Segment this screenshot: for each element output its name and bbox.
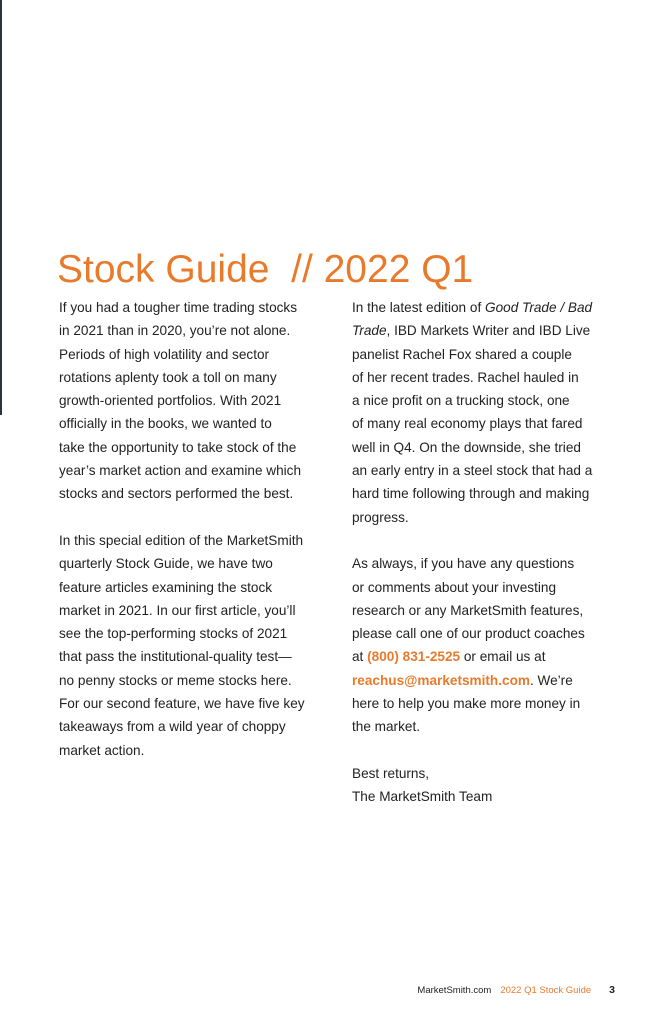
text-line: growth-oriented portfolios. With 2021	[59, 393, 282, 409]
italic-text: Trade	[352, 323, 387, 339]
text-line: For our second feature, we have five key	[59, 696, 305, 712]
text-line: no penny stocks or meme stocks here.	[59, 672, 292, 688]
text-line: As always, if you have any questions	[352, 556, 575, 572]
text-line	[352, 669, 622, 692]
left-column	[59, 296, 329, 762]
page-footer	[417, 984, 615, 996]
paragraph	[59, 296, 329, 506]
text-line: an early entry in a steel stock that had a	[352, 463, 593, 479]
text-line: of many real economy plays that fared	[352, 416, 583, 432]
text-line: The MarketSmith Team	[352, 789, 493, 805]
text-line: that pass the institutional-quality test—	[59, 649, 292, 665]
text-line: well in Q4. On the downside, she tried	[352, 439, 581, 455]
text-line: hard time following through and making	[352, 486, 590, 502]
text-line: the market.	[352, 719, 420, 735]
text-line: a nice profit on a trucking stock, one	[352, 393, 570, 409]
text-line: takeaways from a wild year of choppy	[59, 719, 286, 735]
paragraph-gap	[352, 529, 622, 552]
text-line: market in 2021. In our first article, you’ll	[59, 602, 296, 618]
text-line: rotations aplenty took a toll on many	[59, 369, 277, 385]
page-number: 3	[609, 984, 615, 996]
text-line	[352, 296, 622, 319]
text-line: In this special edition of the MarketSmith	[59, 532, 304, 548]
text-line: in 2021 than in 2020, you’re not alone.	[59, 323, 291, 339]
paragraph	[352, 296, 622, 529]
text-line: see the top-performing stocks of 2021	[59, 626, 288, 642]
footer-guide-title: 2022 Q1 Stock Guide	[500, 984, 592, 996]
paragraph	[352, 552, 622, 738]
email-link[interactable]: reachus@marketsmith.com	[352, 672, 530, 688]
text-line: please call one of our product coaches	[352, 626, 585, 642]
text-line: Best returns,	[352, 765, 430, 781]
text-line: market action.	[59, 742, 145, 758]
phone-link[interactable]: (800) 831-2525	[367, 649, 461, 665]
text-line: feature articles examining the stock	[59, 579, 273, 595]
page-title: Stock Guide // 2022 Q1	[57, 248, 474, 292]
text-line: progress.	[352, 509, 409, 525]
paragraph	[59, 529, 329, 762]
text-line: quarterly Stock Guide, we have two	[59, 556, 273, 572]
right-column	[352, 296, 622, 809]
text-line	[352, 645, 622, 668]
text-segment: In the latest edition of	[352, 300, 486, 315]
text-line: or comments about your investing	[352, 579, 557, 595]
text-line: stocks and sectors performed the best.	[59, 486, 294, 502]
paragraph-gap	[59, 506, 329, 529]
text-line	[352, 319, 622, 342]
text-line: of her recent trades. Rachel hauled in	[352, 369, 579, 385]
text-line: year’s market action and examine which	[59, 463, 302, 479]
text-line: panelist Rachel Fox shared a couple	[352, 346, 572, 362]
text-segment: or email us at	[460, 649, 546, 665]
text-line: If you had a tougher time trading stocks	[59, 300, 298, 315]
page-edge-strip	[0, 0, 2, 415]
text-line: take the opportunity to take stock of the	[59, 439, 297, 455]
footer-site: MarketSmith.com	[417, 984, 492, 996]
text-line: Periods of high volatility and sector	[59, 346, 270, 362]
text-line: here to help you make more money in	[352, 696, 581, 712]
text-line: research or any MarketSmith features,	[352, 602, 584, 618]
paragraph	[352, 762, 622, 809]
text-segment: at	[352, 649, 368, 665]
paragraph-gap	[352, 739, 622, 762]
text-segment: . We’re	[529, 672, 573, 688]
text-segment: , IBD Markets Writer and IBD Live	[386, 323, 591, 339]
italic-text: Good Trade / Bad	[485, 300, 593, 315]
text-line: officially in the books, we wanted to	[59, 416, 272, 432]
